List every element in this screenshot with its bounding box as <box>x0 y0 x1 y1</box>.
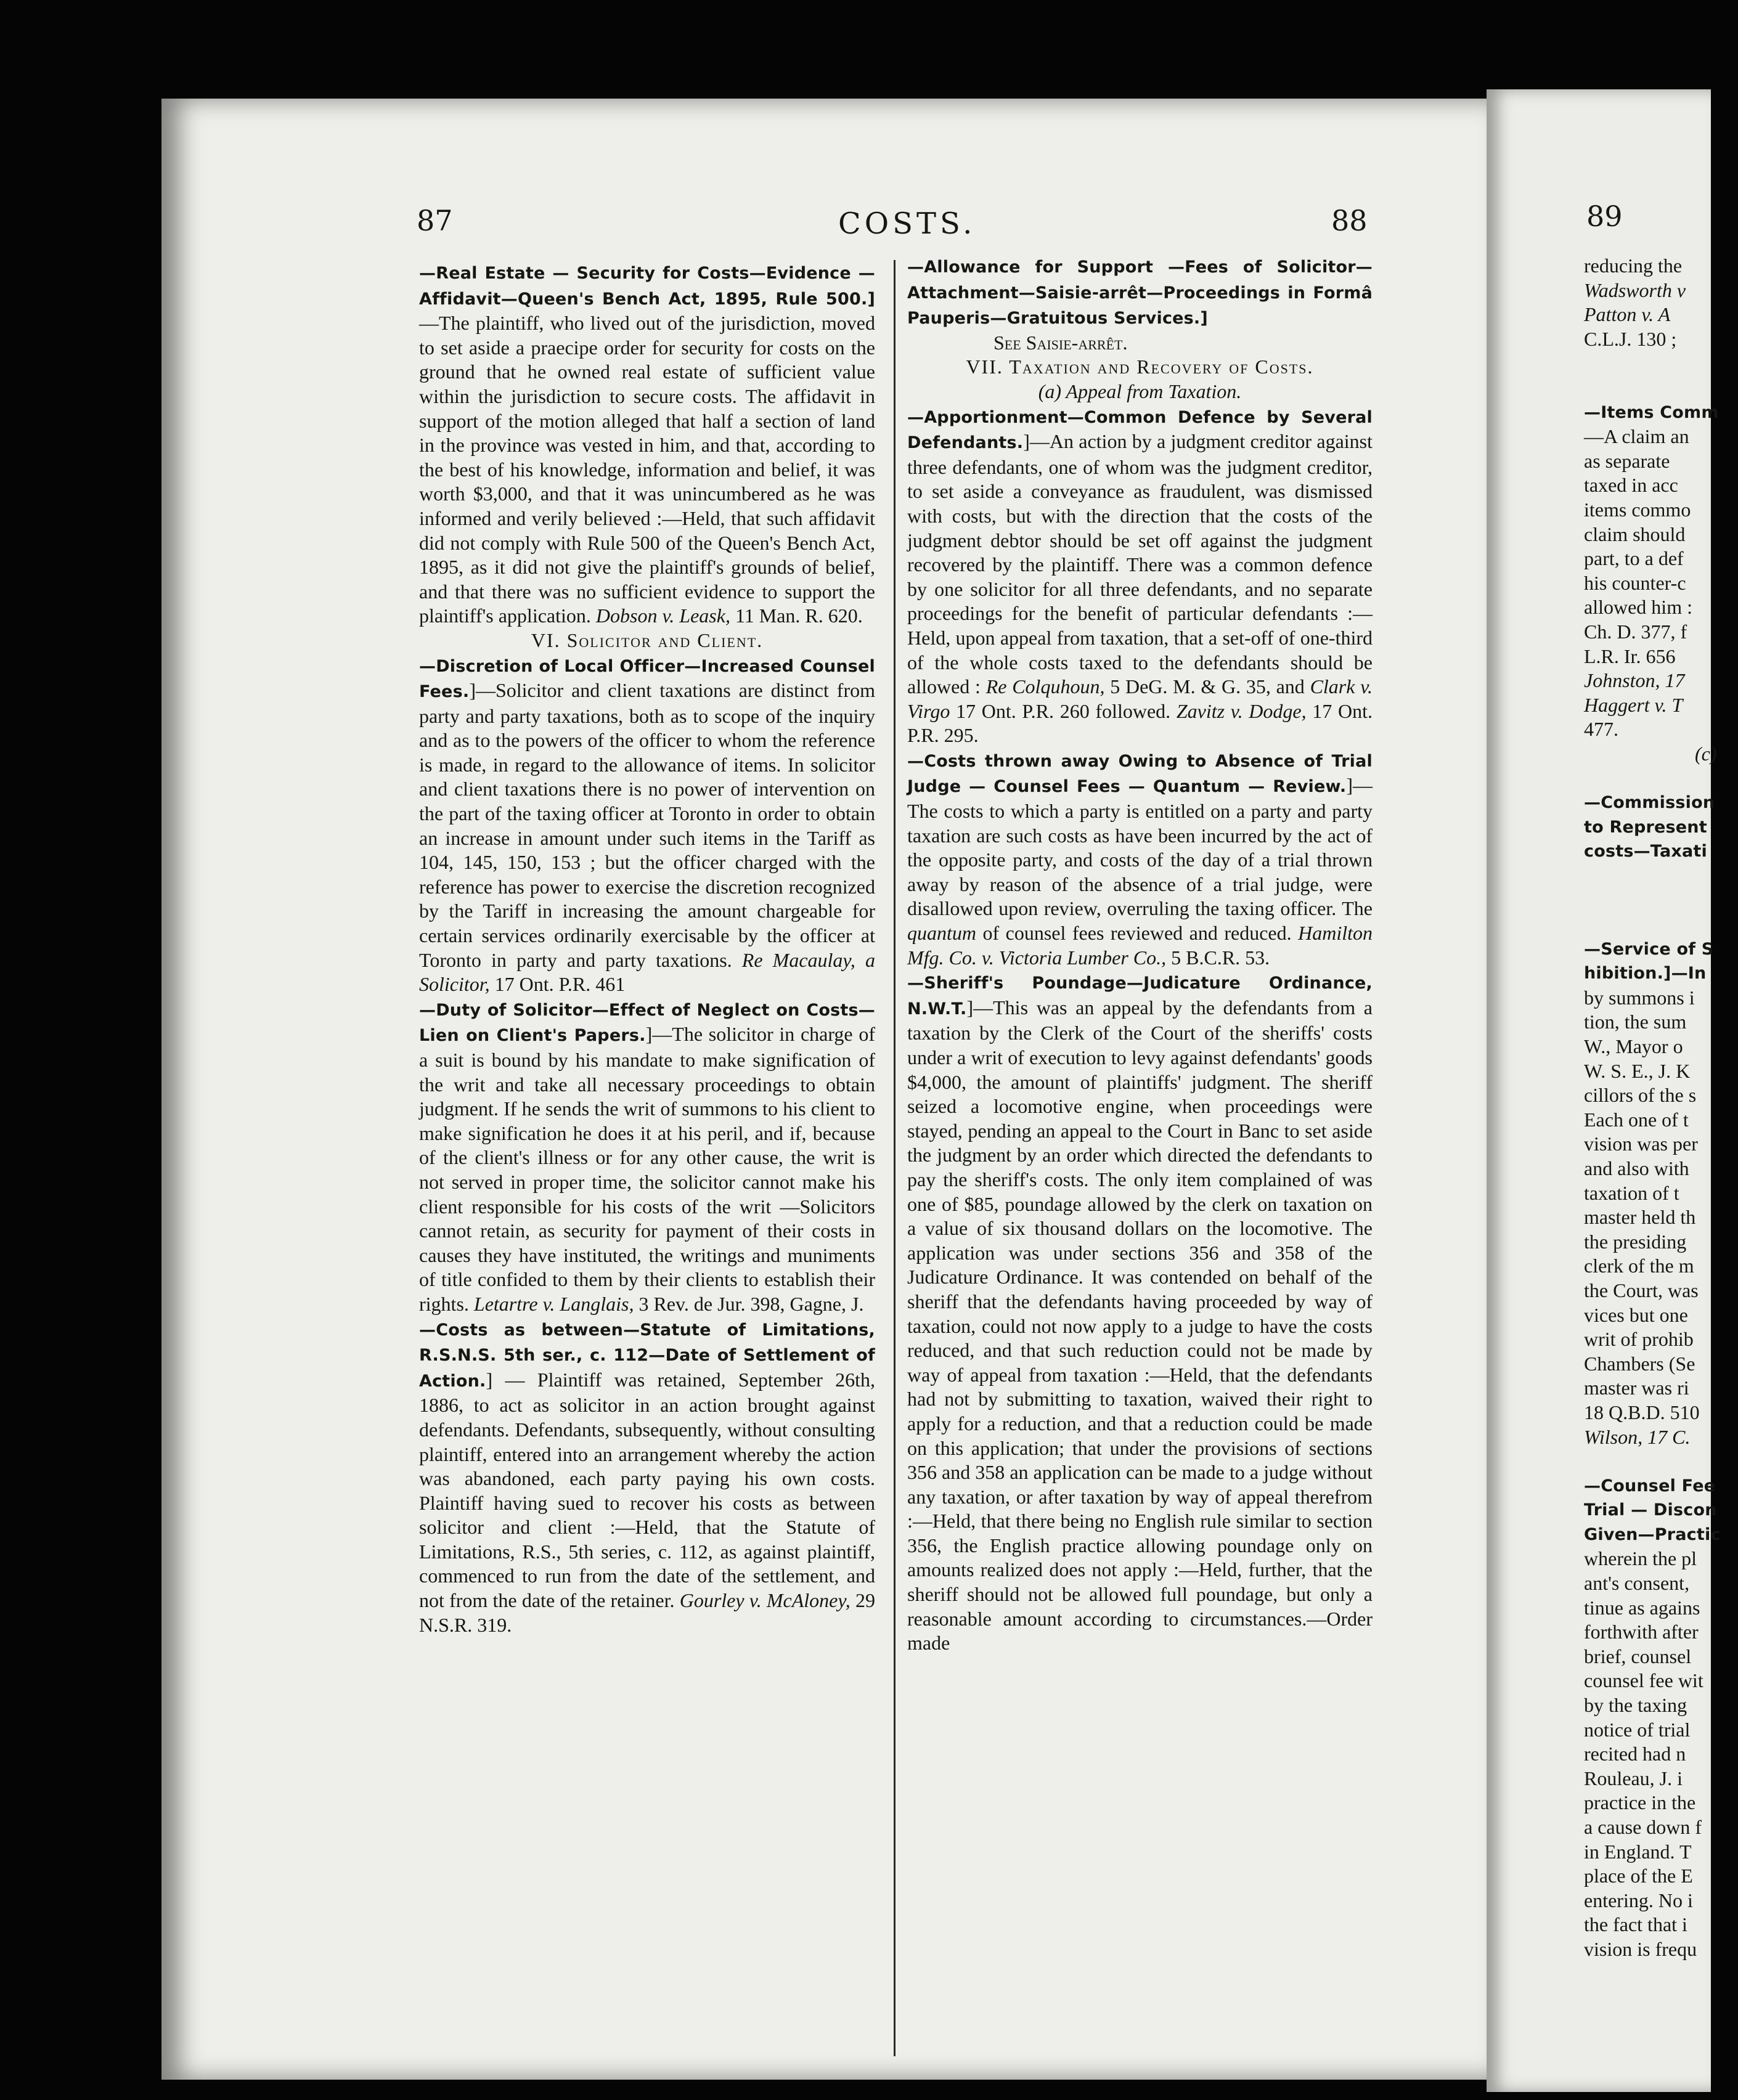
right-page-line: claim should <box>1584 523 1686 545</box>
entry-body: ]—An action by a judgment creditor against three defendants, one of whom was the judgment creditor, to set aside a conveyance as fraudulent, was dismissed with costs, but with the direction that the costs of the judgment debtor should be set off against the judgment recovered by the plaintiff. There was a common defence by one solicitor for all three defendants, and no separate proceedings for the benefit of particular defendants :—Held, upon appeal from taxation, that a set-off of one-third of the whole costs taxed to the defendants should be allowed : <box>907 430 1373 698</box>
middle-column <box>907 254 1373 1656</box>
citation-reference: 17 Ont. P.R. 260 followed. <box>950 699 1177 722</box>
right-page-line: vision was per <box>1584 1133 1698 1155</box>
running-head: COSTS. <box>838 206 976 241</box>
right-page-line: and also with <box>1584 1157 1689 1179</box>
right-page-line: vision is frequ <box>1584 1937 1697 1960</box>
right-page-line: 477. <box>1584 718 1618 741</box>
entry-costs-thrown-away <box>907 748 1373 970</box>
right-page-blank-line <box>1584 913 1738 937</box>
column-divider <box>894 260 896 2056</box>
citation-reference: 17 Ont. P.R. 461 <box>489 973 626 996</box>
entry-heading: —Costs as between—Statute of Limitations, R.S.N.S. 5th ser., c. 112—Date of Settlement of Action. <box>419 1320 875 1391</box>
right-page-line: items commo <box>1584 498 1691 521</box>
right-page-line: the fact that i <box>1584 1913 1687 1936</box>
entry-statute-of-limitations <box>419 1317 875 1638</box>
entry-body: ]—This was an appeal by the defendants from a taxation by the Clerk of the Court of the sheriffs' costs under a writ of execution to levy against defendants' goods $4,000, the amount of plaintiffs' judgment. The sheriff seized a locomotive engine, when proceedings were stayed, pending an appeal to the Court in Banc to set aside the judgment by an order which directed the defendants to pay the sheriff's costs. The only item complained of was one of $85, poundage allowed by the clerk on taxation on a value of six thousand dollars on the locomotive. The application was under sections 356 and 358 of the Judicature Ordinance. It was contended on behalf of the sheriff that the defendants having proceeded by way of taxation, could not now apply to a judge to have the costs reduced, and that such reduction could not be made by way of appeal from taxation :—Held, that the defendants had not by submitting to taxation, waived their right to apply for a reduction, and that a reduction could be made on this application; that under the provisions of sections 356 and 358 an application can be made to a judge without any taxation, or after taxation by way of appeal therefrom :—Held, that there being no English rule similar to section 356, the English practice allowing poundage only on amounts realized does not apply :—Held, further, that the sheriff should not be allowed full poundage, but only a reasonable amount according to circumstances.—Order made <box>907 996 1373 1654</box>
entry-discretion-local-officer <box>419 653 875 997</box>
section-heading-vii: VII. Taxation and Recovery of Costs. <box>966 356 1314 378</box>
entry-heading: —Costs thrown away Owing to Absence of Trial Judge — Counsel Fees — Quantum — Review. <box>907 751 1373 797</box>
right-page-line: Johnston, 17 <box>1584 669 1685 692</box>
entry-apportionment <box>907 404 1373 748</box>
entry-body: —The plaintiff, who lived out of the jurisdiction, moved to set aside a praecipe order for security for costs on the ground that he owned real estate of sufficient value within the jurisdiction to secure costs. The affidavit in support of the motion alleged that half a section of land in the province was vested in him, and that, according to the best of his knowledge, information and belief, it was worth $3,000, and that it was unincumbered as he was informed and verily believed :—Held, that such affidavit did not comply with Rule 500 of the Queen's Bench Act, 1895, as it did not give the plaintiff's grounds of belief, and that there was no sufficient evidence to support the plaintiff's application. <box>419 312 875 627</box>
right-page-line: clerk of the m <box>1584 1255 1694 1277</box>
right-page-line: L.R. Ir. 656 <box>1584 645 1676 667</box>
right-page-line: Given—Practic <box>1584 1524 1721 1544</box>
case-citation: Re Macaulay, a Solicitor, <box>419 948 876 996</box>
right-page-line: his counter-c <box>1584 571 1686 594</box>
case-citation: Zavitz v. Dodge, <box>1176 699 1307 722</box>
right-page-line: forthwith after <box>1584 1621 1699 1643</box>
citation-reference: 29 N.S.R. 319. <box>419 1589 876 1636</box>
right-page-blank-line <box>1584 864 1738 889</box>
citation-reference: 5 DeG. M. & G. 35, and <box>1104 675 1310 698</box>
right-page-blank-line <box>1584 888 1738 913</box>
entry-heading: —Real Estate — Security for Costs—Evidence —Affidavit—Queen's Bench Act, 1895, Rule 500.] <box>419 264 875 309</box>
citation-reference: 17 Ont. P.R. 295. <box>907 699 1373 747</box>
right-page-line: Wilson, 17 C. <box>1584 1425 1691 1448</box>
right-page-line: Patton v. A <box>1584 303 1671 326</box>
right-page-line: the presiding <box>1584 1230 1687 1253</box>
citation-reference: 11 Man. R. 620. <box>730 604 863 627</box>
folio-89: 89 <box>1586 200 1623 233</box>
right-page-line: ant's consent, <box>1584 1572 1690 1595</box>
right-page-blank-line <box>1584 1449 1738 1474</box>
right-page-line: —Items Comm <box>1584 402 1719 422</box>
right-page-line: wherein the pl <box>1584 1547 1697 1570</box>
subsection-heading-a: (a) Appeal from Taxation. <box>1038 380 1242 402</box>
right-page-line: Ch. D. 377, f <box>1584 620 1687 643</box>
case-citation: Letartre v. Langlais, <box>473 1292 634 1315</box>
right-page-line: vices but one <box>1584 1303 1688 1326</box>
left-column <box>419 260 875 1637</box>
right-page-line: master was ri <box>1584 1377 1689 1399</box>
right-page-line: taxed in acc <box>1584 474 1678 497</box>
right-page-line: tion, the sum <box>1584 1011 1687 1033</box>
right-page-line: entering. No i <box>1584 1889 1693 1911</box>
right-page-blank-line <box>1584 766 1738 791</box>
entry-heading: —Apportionment—Common Defence by Several Defendants. <box>907 407 1373 453</box>
right-page-line: —A claim an <box>1584 425 1689 448</box>
case-citation: Dobson v. Leask, <box>595 604 730 627</box>
entry-body: ]—Solicitor and client taxations are distinct from party and party taxations, both as to scope of the inquiry and as to the powers of the officer to whom the reference is made, in regard to the allowance of items. In solicitor and client taxations there is no power of intervention on the part of the taxing officer at Toronto in order to obtain an increase in amount under such items in the Tariff as 104, 145, 150, 153 ; but the officer charged with the reference has power to exercise the discretion recognized by the Tariff in increasing the amount chargeable for certain services ordinarily exercisable by the officer at Toronto in party and party taxations. <box>419 679 875 971</box>
right-page-line: by the taxing <box>1584 1694 1687 1717</box>
right-page-line: a cause down f <box>1584 1816 1702 1838</box>
section-heading-vi: VI. Solicitor and Client. <box>531 629 764 651</box>
entry-duty-of-solicitor <box>419 997 875 1317</box>
right-page-line: taxation of t <box>1584 1181 1679 1204</box>
folio-88: 88 <box>1331 204 1368 237</box>
right-page-blank-line <box>1584 351 1738 376</box>
right-page-line: C.L.J. 130 ; <box>1584 327 1677 350</box>
right-page-line: place of the E <box>1584 1865 1693 1887</box>
right-page-line: W., Mayor o <box>1584 1035 1683 1057</box>
entry-heading: —Allowance for Support —Fees of Solicitor—Attachment—Saisie-arrêt—Proceedings in Formâ Pauperis—Gratuitous Services.] <box>907 258 1373 328</box>
right-page-line: in England. T <box>1584 1840 1692 1863</box>
right-page-line: as separate <box>1584 449 1670 472</box>
right-page-line: Each one of t <box>1584 1108 1689 1131</box>
right-page-line: to Represent <box>1584 817 1707 837</box>
right-page-line: W. S. E., J. K <box>1584 1059 1691 1082</box>
case-citation: Hamilton Mfg. Co. v. Victoria Lumber Co., <box>907 922 1373 969</box>
entry-heading: —Discretion of Local Officer—Increased Counsel Fees. <box>419 656 875 702</box>
entry-body: ]—The costs to which a party is entitled on a party and party taxation are such costs as have been incurred by the act of the opposite party, and costs of the day of a trial thrown away by reason of the absence of a trial judge, were disallowed upon review, overruling the taxing officer. The <box>907 774 1373 920</box>
citation-reference: 3 Rev. de Jur. 398, Gagne, J. <box>634 1292 864 1315</box>
right-page-line: brief, counsel <box>1584 1645 1692 1667</box>
right-page-line: cillors of the s <box>1584 1084 1697 1107</box>
right-page-line: Trial — Discon <box>1584 1500 1717 1520</box>
right-page-line: Rouleau, J. i <box>1584 1767 1683 1789</box>
right-page-line: part, to a def <box>1584 547 1684 570</box>
right-page-line: writ of prohib <box>1584 1328 1694 1351</box>
right-page-line: tinue as agains <box>1584 1596 1700 1619</box>
right-page-line: reducing the <box>1584 254 1683 277</box>
right-page-column <box>1584 254 1738 1962</box>
right-page-line: practice in the <box>1584 1791 1696 1814</box>
entry-heading: —Sheriff's Poundage—Judicature Ordinance, N.W.T. <box>907 974 1373 1019</box>
citation-reference: 5 B.C.R. 53. <box>1166 946 1270 969</box>
entry-body-continued: of counsel fees reviewed and reduced. <box>976 922 1299 945</box>
right-page-line: master held th <box>1584 1206 1696 1229</box>
right-page-line: —Counsel Fee <box>1584 1476 1716 1496</box>
right-page-line: costs—Taxati <box>1584 842 1707 861</box>
right-page-line: recited had n <box>1584 1743 1686 1765</box>
right-page-line: —Service of S <box>1584 939 1714 959</box>
right-page-blank-line <box>1584 376 1738 401</box>
right-page-line: notice of trial <box>1584 1718 1691 1741</box>
case-citation: Re Colquhoun, <box>985 675 1105 698</box>
right-page-line: hibition.]—In <box>1584 964 1707 983</box>
entry-sheriffs-poundage <box>907 970 1373 1656</box>
entry-body: ]—The solicitor in charge of a suit is bound by his mandate to make signification of the writ and take all necessary proceedings to obtain judgment. If he sends the writ of summons to his client to make signification he does it at his peril, and if, because of the client's illness or for any other cause, the writ is not served in proper time, the solicitor cannot make his client responsible for his costs of the writ —Solicitors cannot retain, as security for payment of their costs in causes they have instituted, the writings and muniments of title confided to them by their clients to establish their rights. <box>419 1023 876 1315</box>
right-page-line: Wadsworth v <box>1584 279 1686 301</box>
right-page-line: counsel fee wit <box>1584 1669 1703 1692</box>
case-citation: Clark v. Virgo <box>907 675 1373 722</box>
entry-allowance-for-support <box>907 254 1373 331</box>
italic-term: quantum <box>907 922 976 945</box>
folio-87: 87 <box>417 204 453 237</box>
right-page-line: —Commission <box>1584 793 1715 813</box>
case-citation: Gourley v. McAloney, <box>679 1589 851 1612</box>
entry-real-estate <box>419 260 875 629</box>
right-page-line: allowed him : <box>1584 596 1692 619</box>
right-page-line: by summons i <box>1584 986 1695 1009</box>
right-page-line: 18 Q.B.D. 510 <box>1584 1401 1700 1423</box>
right-page-line: (c) <box>1695 742 1717 765</box>
entry-heading: —Duty of Solicitor—Effect of Neglect on Costs—Lien on Client's Papers. <box>419 1000 875 1046</box>
entry-body: ] — Plaintiff was retained, September 26th, 1886, to act as solicitor in an action brought against defendants. Defendants, subsequently, without consulting plaintiff, entered into an arrangement whereby the action was abandoned, each party paying his own costs. Plaintiff having sued to recover his costs as between solicitor and client :—Held, that the Statute of Limitations, R.S., 5th series, c. 112, as against plaintiff, commenced to run from the date of the settlement, and not from the date of the retainer. <box>419 1368 875 1612</box>
right-page-line: Chambers (Se <box>1584 1352 1695 1375</box>
right-page-line: the Court, was <box>1584 1279 1699 1301</box>
cross-reference: See Saisie-arrêt. <box>993 331 1128 354</box>
right-page-line: Haggert v. T <box>1584 693 1683 716</box>
